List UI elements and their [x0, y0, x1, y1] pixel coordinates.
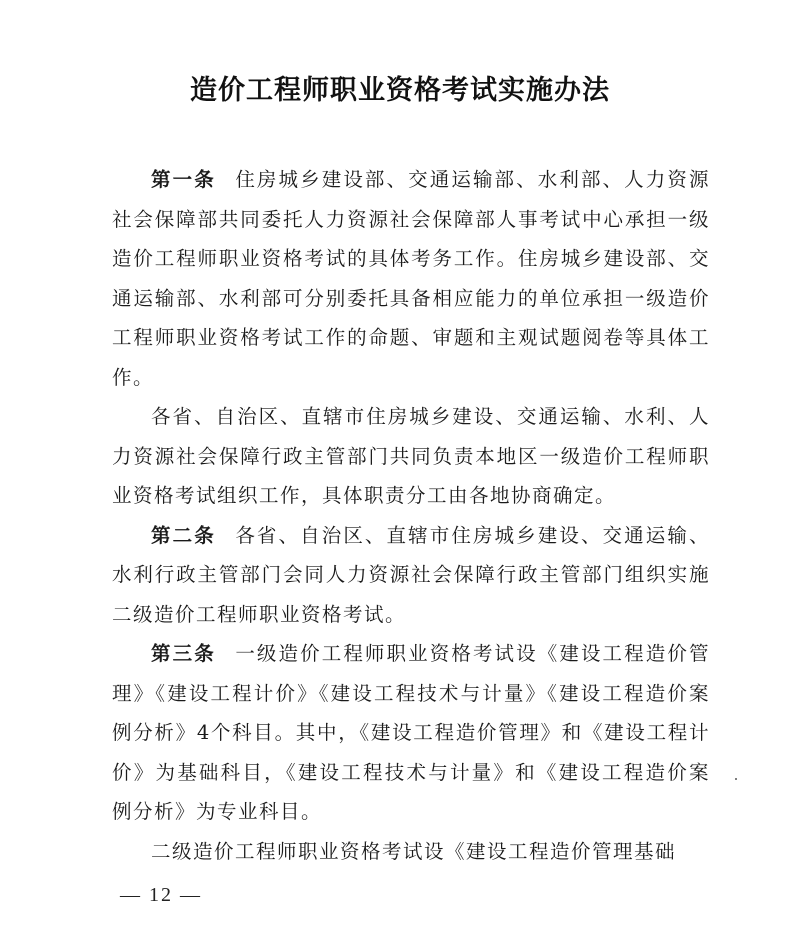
- article-1-paragraph: [112, 160, 710, 397]
- document-title: 造价工程师职业资格考试实施办法: [190, 75, 610, 106]
- article-3-continuation-paragraph: [112, 832, 710, 872]
- article-3-continuation-text: 二级造价工程师职业资格考试设《建设工程造价管理基础: [151, 839, 677, 863]
- article-3-label: 第三条: [151, 642, 216, 665]
- article-3-text: 一级造价工程师职业资格考试设《建设工程造价管理》《建设工程计价》《建设工程技术与计量》《建设工程造价案例分析》4个科目。其中，《建设工程造价管理》和《建设工程计价》为基础科目，《建设工程技术与计量》和《建设工程造价案例分析》为专业科目。: [112, 642, 710, 823]
- article-2-paragraph: [112, 516, 710, 635]
- page-number: — 12 —: [120, 884, 202, 906]
- article-1-continuation-paragraph: [112, 397, 710, 516]
- article-1-continuation-text: 各省、自治区、直辖市住房城乡建设、交通运输、水利、人力资源社会保障行政主管部门共同负责本地区一级造价工程师职业资格考试组织工作，具体职责分工由各地协商确定。: [112, 405, 710, 507]
- article-1-text: 住房城乡建设部、交通运输部、水利部、人力资源社会保障部共同委托人力资源社会保障部人事考试中心承担一级造价工程师职业资格考试的具体考务工作。住房城乡建设部、交通运输部、水利部可分别委托具备相应能力的单位承担一级造价工程师职业资格考试工作的命题、审题和主观试题阅卷等具体工作。: [112, 168, 710, 389]
- article-2-label: 第二条: [151, 523, 216, 547]
- scan-speck: [735, 778, 737, 780]
- article-1-label: 第一条: [151, 168, 216, 191]
- article-2-text: 各省、自治区、直辖市住房城乡建设、交通运输、水利行政主管部门会同人力资源社会保障行政主管部门组织实施二级造价工程师职业资格考试。: [112, 523, 710, 626]
- document-body: [112, 160, 710, 871]
- article-3-paragraph: [112, 634, 710, 832]
